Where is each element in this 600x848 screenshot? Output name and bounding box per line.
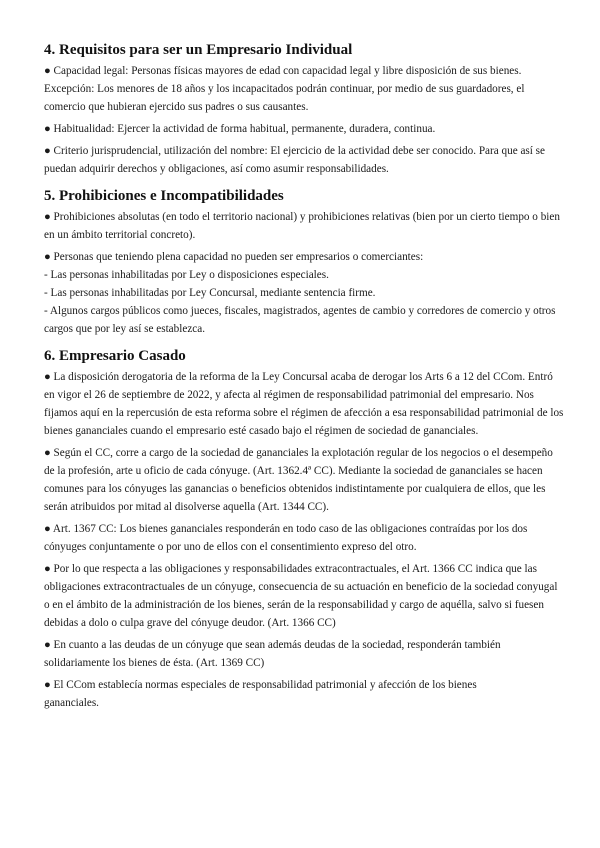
paragraph: ● Habitualidad: Ejercer la actividad de forma habitual, permanente, duradera, continua. (44, 123, 436, 135)
paragraph: ● Prohibiciones absolutas (en todo el territorio nacional) y prohibiciones relativas (bien por un cierto tiempo o bien en un ámbito territorial concreto). (44, 211, 560, 241)
paragraph: ● La disposición derogatoria de la reforma de la Ley Concursal acaba de derogar los Arts 6 a 12 del CCom. Entró en vigor el 26 de septiembre de 2022, y afecta al régimen de responsabilidad patrimonial del empresario. Nos fijamos aquí en la repercusión de esta reforma sobre el régimen de afección a esa responsabilidad patrimonial de los bienes gananciales cuando el empresario esté casado bajo el régimen de sociedad de gananciales. (44, 371, 564, 437)
paragraph: ● Criterio jurisprudencial, utilización del nombre: El ejercicio de la actividad debe ser conocido. Para que así se puedan adquirir derechos y obligaciones, así como asumir responsabilidades. (44, 145, 546, 175)
section-prohibiciones (44, 186, 564, 338)
paragraph: Excepción: Los menores de 18 años y los incapacitados podrán continuar, por medio de sus guardadores, el comercio que hubieran ejercido sus padres o sus causantes. (44, 83, 525, 113)
section-requisitos (44, 40, 564, 178)
section-empresario-casado (44, 346, 564, 712)
paragraph: ● Art. 1367 CC: Los bienes gananciales responderán en todo caso de las obligaciones contraídas por los dos cónyuges conjuntamente o por uno de ellos con el consentimiento expreso del otro. (44, 523, 528, 553)
document-page (44, 40, 564, 716)
paragraph: ● Personas que teniendo plena capacidad no pueden ser empresarios o comerciantes: (44, 251, 424, 263)
paragraph: ● Por lo que respecta a las obligaciones y responsabilidades extracontractuales, el Art. 1366 CC indica que las obligaciones extracontractuales de un cónyuge, consecuencia de su actuación en beneficio de la sociedad conyugal o en el ámbito de la administración de los bienes, serán de la responsabilidad y cargo de aquélla, salvo si fuesen debidas a dolo o culpa grave del cónyuge deudor. (Art. 1366 CC) (44, 563, 558, 629)
paragraph: ● Capacidad legal: Personas físicas mayores de edad con capacidad legal y libre disposición de sus bienes. (44, 65, 522, 77)
section-heading: 6. Empresario Casado (44, 348, 186, 364)
list-item: - Las personas inhabilitadas por Ley Concursal, mediante sentencia firme. (44, 287, 376, 299)
paragraph: ● Según el CC, corre a cargo de la sociedad de gananciales la explotación regular de los negocios o el desempeño de la profesión, arte u oficio de cada cónyuge. (Art. 1362.4ª CC). Mediante la sociedad de gananciales se hacen comunes para los cónyuges las ganancias o beneficios obtenidos indistintamente por cualquiera de ellos, que les serán atribuidos por mitad al disolverse aquella (Art. 1344 CC). (44, 447, 553, 513)
list-item: - Algunos cargos públicos como jueces, fiscales, magistrados, agentes de cambio y corredores de comercio y otros cargos que por ley así se establezca. (44, 305, 556, 335)
paragraph: ● El CCom establecía normas especiales de responsabilidad patrimonial y afección de los bienes gananciales. (44, 679, 477, 709)
list-item: - Las personas inhabilitadas por Ley o disposiciones especiales. (44, 269, 329, 281)
paragraph: ● En cuanto a las deudas de un cónyuge que sean además deudas de la sociedad, responderán también solidariamente los bienes de ésta. (Art. 1369 CC) (44, 639, 501, 669)
section-heading: 4. Requisitos para ser un Empresario Individual (44, 42, 353, 58)
section-heading: 5. Prohibiciones e Incompatibilidades (44, 188, 284, 204)
